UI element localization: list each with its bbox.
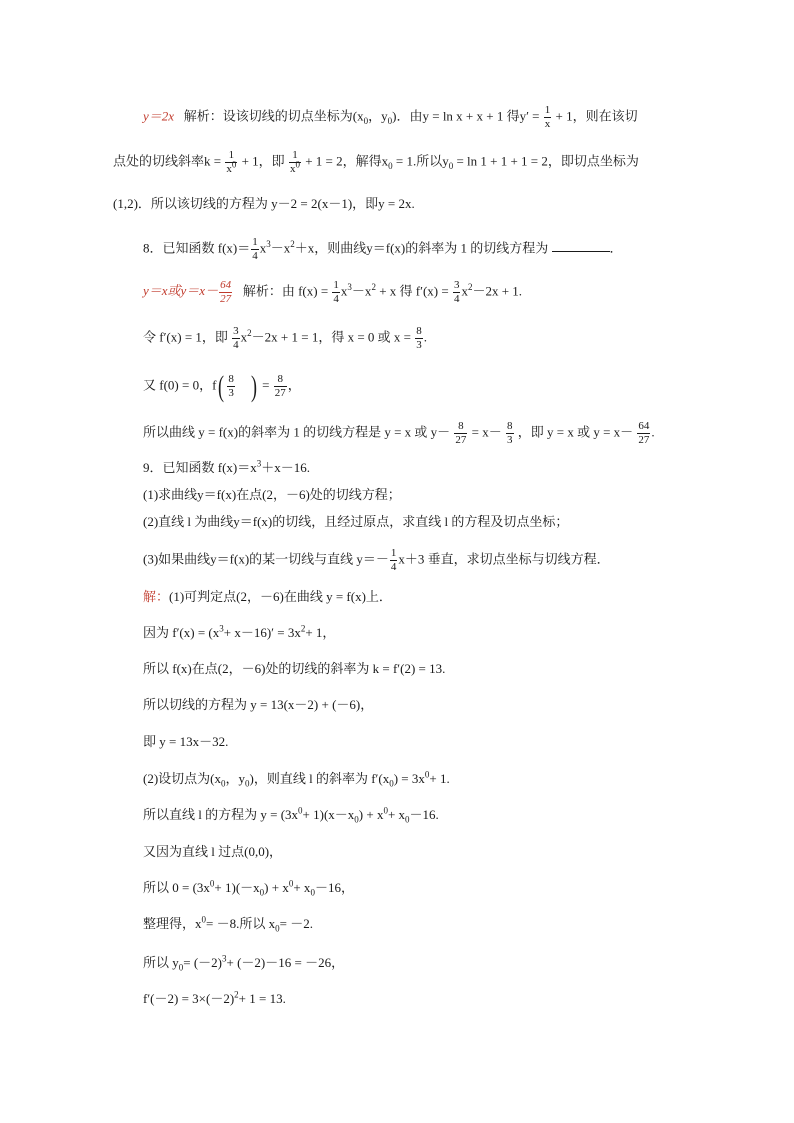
q9-solution-5: 即 y = 13x－32. <box>143 734 229 749</box>
question-9-part-3: (3)如果曲线y＝f(x)的某一切线与直线 y＝－ $\frac{1}{4}$ x＋3 垂直，求切点坐标与切线方程． <box>143 547 610 573</box>
question-9-part-2: (2)直线 l 为曲线y＝f(x)的切线，且经过原点，求直线 l 的方程及切点坐标； <box>143 514 569 529</box>
q8-solution-line-4: 所以曲线 y = f(x)的斜率为 1 的切线方程是 y = x 或 y－ $\frac{8}{27}$ = x－ $\frac{8}{3}$ ，即 y = x 或 y = x－ $\frac{64}{27}$ . <box>143 420 655 446</box>
fraction: $\frac{1}{4}$ <box>252 236 258 262</box>
q9-solution-3: 所以 f(x)在点(2，－6)处的切线的斜率为 k = f′(2) = 13. <box>143 661 446 676</box>
q9-solution-1: 解：(1)可判定点(2，－6)在曲线 y = f(x)上． <box>143 589 392 604</box>
q8-solution-line-2: 令 f′(x) = 1，即 $\frac{3}{4}$ $x^2-2x + 1 = 1$，得 x = 0 或 x = $\frac{8}{3}$ . <box>143 325 427 351</box>
prev-answer-line-3: (1,2)．所以该切线的方程为 y－2 = 2(x－1)，即y = 2x. <box>113 196 415 211</box>
q9-solution-10: 整理得，$x^0= -8$.所以 $x_0= -2$. <box>143 914 313 934</box>
fraction: $\frac{3}{4}$ <box>453 279 460 305</box>
prev-answer-line-1: y＝2x 解析：设该切线的切点坐标为($x_0$，$y_0$)．由y = ln x + x + 1 得y′ = $\frac{1}{x}$ + 1，则在该切 <box>143 104 638 130</box>
q9-solution-9: 所以 $0 = (3x^0+ 1)(-x_0) + x^0+ x_0-16$， <box>143 878 354 898</box>
fraction: $\frac{8}{3}$ <box>416 325 422 351</box>
question-8: 8．已知函数 f(x)＝ $\frac{1}{4}$ $x^3-x^2+x$，则曲线y＝f(x)的斜率为 1 的切线方程为 ． <box>143 236 623 262</box>
q9-solution-12: $f'(-2) = 3\times(-2)^2+ 1 = 13$. <box>143 989 286 1006</box>
fraction: $\frac{1}{x}$ <box>544 104 551 130</box>
q8-answer-line: y＝x或y＝x－ $\frac{64}{27}$ 解析：由 f(x) = $\frac{1}{4}$ $x^3-x^2 + x$ 得 f′(x) = $\frac{3}{4}$ $x^2-2x + 1$. <box>143 279 523 305</box>
fraction: $\frac{8}{27}$ <box>455 420 467 446</box>
fraction: $\frac{1}{x^0}$ <box>226 149 237 175</box>
fraction: $\frac{3}{4}$ <box>233 325 239 351</box>
fraction: $\frac{64}{27}$ <box>220 279 232 305</box>
q9-solution-11: 所以 $y_0= (-2)^3+ (-2)-16 = -26$， <box>143 953 345 973</box>
fraction: $\frac{1}{x^0}$ <box>289 149 300 175</box>
q9-solution-2: 因为 $f'(x) = (x^3+ x-16)' = 3x^2+ 1$， <box>143 623 336 640</box>
q9-solution-6: (2)设切点为($x_0$，$y_0$)，则直线 l 的斜率为 $f'(x_0) = 3x^0+ 1$. <box>143 769 450 789</box>
q9-solution-7: 所以直线 l 的方程为 $y = (3x^0+ 1)(x-x_0) + x^0+ x_0-16$. <box>143 805 439 825</box>
q8-solution-line-3: 又 f(0) = 0，f( $\frac{8}{3}$ ) = $\frac{8}{27}$ ， <box>143 369 301 403</box>
prev-answer-line-2: 点处的切线斜率k = $\frac{1}{x^0}$ + 1，即 $\frac{1}{x^0}$ + 1 = 2，解得$x_0 = 1$.所以$y_0 = \ln 1 + 1 + 1 = 2$，即切点坐标为 <box>113 149 639 175</box>
prev-answer: y＝2x <box>143 108 175 124</box>
q9-solution-4: 所以切线的方程为 y = 13(x－2) + (－6)， <box>143 697 374 712</box>
fraction: $\frac{1}{4}$ <box>333 279 339 305</box>
answer-blank <box>552 237 610 252</box>
q8-answer: y＝x或y＝x－ $\frac{64}{27}$ <box>143 279 232 305</box>
question-9: 9．已知函数 $f(x)=x^3+x-16$. <box>143 458 311 475</box>
fraction: $\frac{64}{27}$ <box>638 420 650 446</box>
fraction: $\frac{8}{3}$ <box>507 420 513 446</box>
fraction: $\frac{8}{3}$ <box>228 373 234 399</box>
question-9-part-1: (1)求曲线y＝f(x)在点(2，－6)处的切线方程； <box>143 487 401 502</box>
fraction: $\frac{8}{27}$ <box>274 373 286 399</box>
fraction: $\frac{1}{4}$ <box>390 547 397 573</box>
solution-label: 解： <box>143 589 170 604</box>
q9-solution-8: 又因为直线 l 过点(0,0)， <box>143 844 283 859</box>
